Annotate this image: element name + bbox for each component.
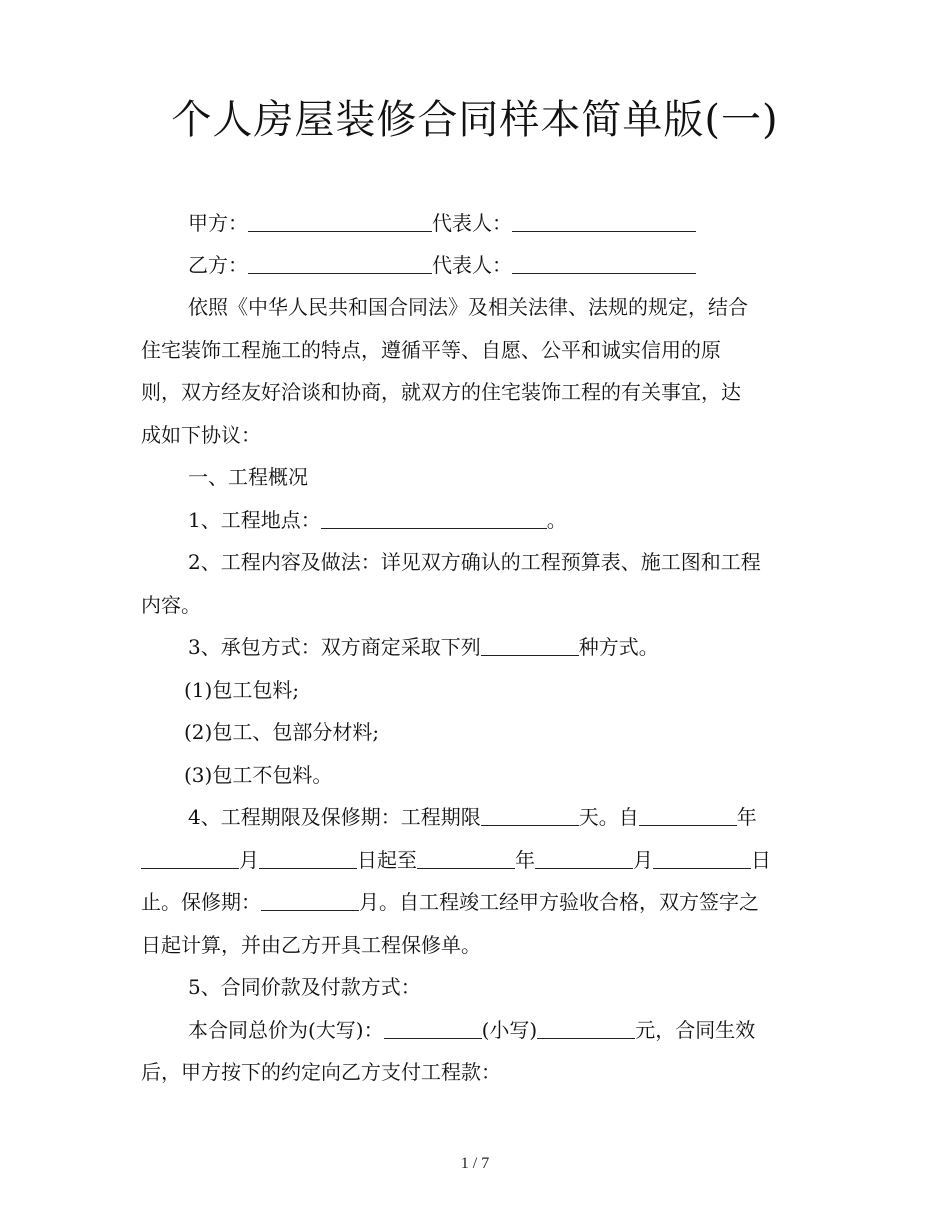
item-2-line: 内容。 [141,593,201,617]
item-1-line [188,506,567,534]
item-4-text: 年 [736,805,757,829]
page-number: 1 / 7 [460,1155,490,1172]
item-5-heading: 5、合同价款及付款方式： [188,975,421,999]
item-4-text: 4、工程期限及保修期：工程期限 [188,805,481,829]
item-4-text: 年 [515,848,535,872]
party-b-label: 乙方： [188,253,248,277]
preamble-line: 则，双方经友好洽谈和协商，就双方的住宅装饰工程的有关事宜，达 [141,380,741,404]
party-b-blank [248,253,432,274]
section-heading: 一、工程概况 [188,465,308,489]
item-4-line [188,803,757,831]
item-3-suffix: 种方式。 [578,635,659,659]
party-a-line [188,209,696,237]
duration-blank [481,805,579,826]
price-figures-blank [537,1018,635,1039]
item-4-line [141,846,771,874]
party-b-rep-blank [512,253,696,274]
item-5-text: 本合同总价为(大写)： [188,1018,384,1042]
item-5-text: 元，合同生效 [635,1018,756,1042]
price-words-blank [384,1018,482,1039]
item-5-line: 后，甲方按下的约定向乙方支付工程款： [141,1060,501,1084]
option-item: (2)包工、包部分材料; [184,720,380,744]
item-4-line [141,888,759,916]
method-blank [481,635,579,656]
end-month-blank [535,848,633,869]
item-1-suffix: 。 [546,508,567,532]
start-day-blank [259,848,357,869]
start-month-blank [141,848,239,869]
start-year-blank [639,805,737,826]
party-a-label: 甲方： [188,211,248,235]
end-day-blank [653,848,751,869]
end-year-blank [417,848,515,869]
item-4-text: 日 [751,848,771,872]
item-3-label: 3、承包方式：双方商定采取下列 [188,635,481,659]
party-a-blank [248,211,432,232]
option-item: (3)包工不包料。 [184,763,333,787]
item-4-text: 日起至 [357,848,417,872]
item-4-text: 天。自 [578,805,639,829]
item-4-text: 止。保修期： [141,890,261,914]
warranty-blank [261,890,359,911]
party-a-rep-label: 代表人： [432,211,512,235]
item-4-text: 月。自工程竣工经甲方验收合格，双方签字之 [359,890,759,914]
item-5-line [188,1016,755,1044]
item-4-text: 月 [633,848,653,872]
preamble-line: 成如下协议： [141,423,261,447]
party-a-rep-blank [512,211,696,232]
item-4-line: 日起计算，并由乙方开具工程保修单。 [141,933,481,957]
item-1-label: 1、工程地点： [188,508,321,532]
item-3-line [188,633,659,661]
document-title: 个人房屋装修合同样本简单版(一) [171,97,779,143]
party-b-rep-label: 代表人： [432,253,512,277]
item-4-text: 月 [239,848,259,872]
party-b-line [188,251,696,279]
option-item: (1)包工包料; [184,678,300,702]
preamble-line: 住宅装饰工程施工的特点，遵循平等、自愿、公平和诚实信用的原 [141,338,721,362]
preamble-line: 依照《中华人民共和国合同法》及相关法律、法规的规定，结合 [188,295,748,319]
item-2-line: 2、工程内容及做法：详见双方确认的工程预算表、施工图和工程 [188,550,761,574]
item-5-text: (小写) [481,1018,538,1042]
location-blank [321,508,547,529]
